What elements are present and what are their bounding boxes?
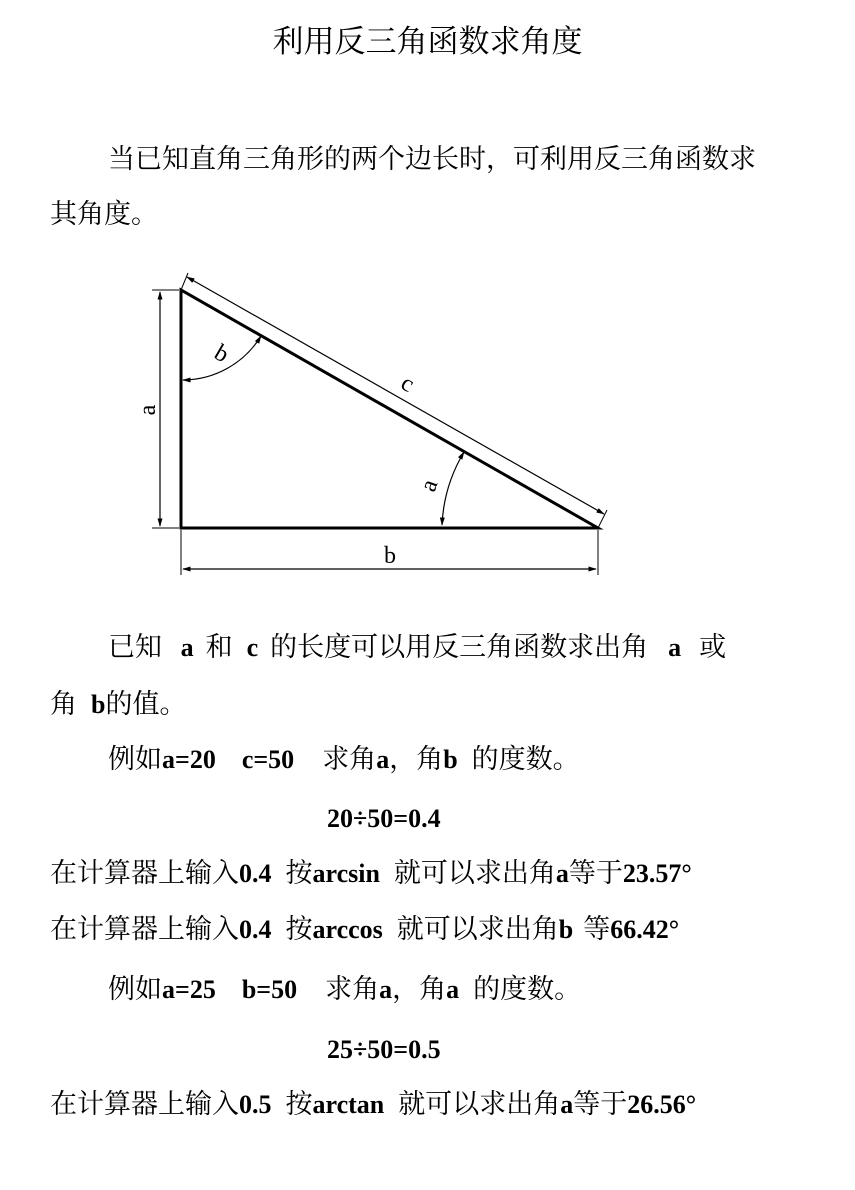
- angle-arc-a: [442, 452, 464, 525]
- para2-line-2: 角 b的值。: [50, 689, 187, 720]
- example1-calculation: 20÷50=0.4: [327, 804, 441, 833]
- page-title: 利用反三角函数求角度: [272, 24, 583, 60]
- example2-calculation: 25÷50=0.5: [327, 1035, 441, 1064]
- label-side-a: a: [135, 404, 161, 416]
- example1-step-1: 在计算器上输入0.4 按arcsin 就可以求出角a等于23.57°: [50, 858, 692, 889]
- label-side-b: b: [384, 543, 396, 569]
- label-angle-b: b: [209, 339, 234, 369]
- triangle-outline: [181, 290, 598, 528]
- example2-step-1: 在计算器上输入0.5 按arctan 就可以求出角a等于26.56°: [50, 1089, 697, 1120]
- para2-line-1: 已知 a 和 c 的长度可以用反三角函数求出角 a 或: [108, 632, 727, 663]
- example1-question: 例如a=20 c=50 求角a，角b 的度数。: [108, 744, 580, 775]
- dimension-line-c: [187, 277, 604, 514]
- label-angle-a: a: [415, 476, 444, 496]
- label-side-c: c: [396, 369, 419, 398]
- intro-line-2: 其角度。: [50, 199, 158, 230]
- intro-line-1: 当已知直角三角形的两个边长时，可利用反三角函数求: [108, 144, 756, 175]
- example2-question: 例如a=25 b=50 求角a，角a 的度数。: [108, 974, 582, 1005]
- example1-step-2: 在计算器上输入0.4 按arccos 就可以求出角b 等66.42°: [50, 914, 680, 945]
